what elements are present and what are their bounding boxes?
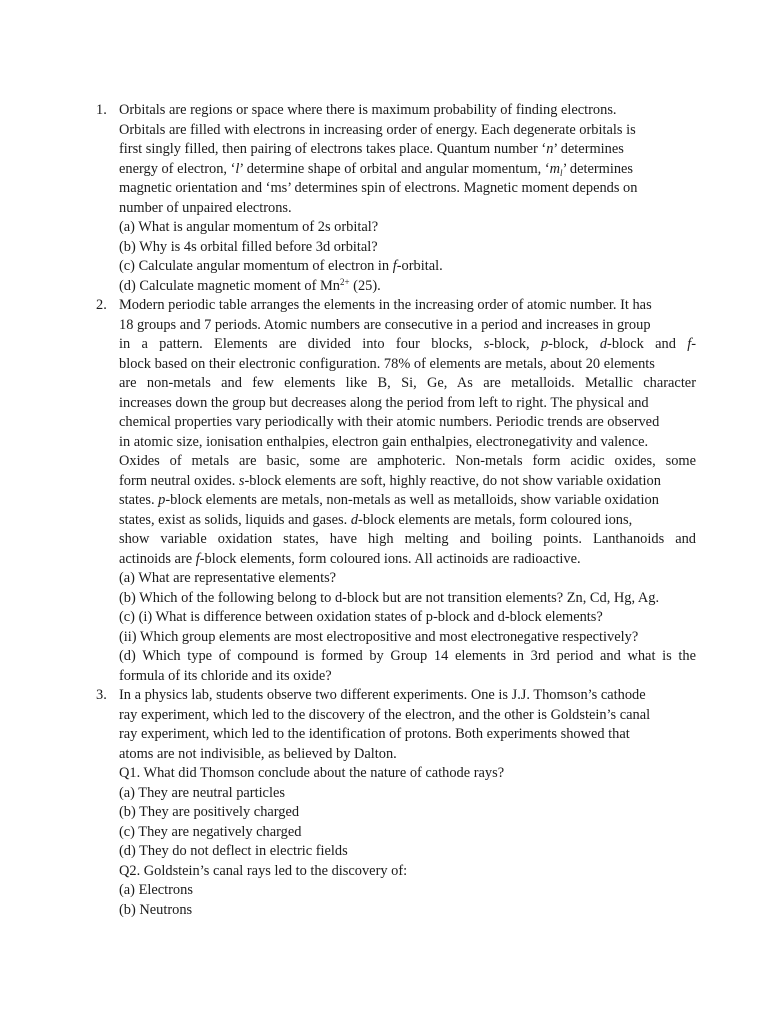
passage-line — [119, 160, 696, 180]
passage-line: are non-metals and few elements like B, Si, Ge, As are metalloids. Metallic character — [119, 375, 696, 391]
passage-line: ray experiment, which led to the identification of protons. Both experiments showed that — [119, 726, 630, 742]
sub-question-text: -orbital. — [396, 258, 443, 274]
orbital-symbol-f: f — [392, 258, 397, 274]
passage-line: increases down the group but decreases along the period from left to right. The physical and — [119, 394, 649, 411]
passage-line: block based on their electronic configuration. 78% of elements are metals, about 20 elements — [119, 355, 655, 372]
passage-text: ’ determine shape of orbital and angular momentum, ‘ — [239, 160, 550, 177]
mcq-2 — [119, 862, 696, 921]
mcq-option-d: (d) They do not deflect in electric fields — [119, 843, 348, 859]
passage-text: -block and — [607, 336, 688, 352]
mcq-prompt: Q2. Goldstein’s canal rays led to the discovery of: — [119, 862, 408, 879]
ion-charge-superscript: 2+ — [340, 276, 350, 287]
passage-line: in atomic size, ionisation enthalpies, electron gain enthalpies, electronegativity and valence. — [119, 433, 649, 450]
passage-text: in a pattern. Elements are divided into four blocks, — [119, 336, 484, 352]
passage-text: -block elements are soft, highly reactive, do not show variable oxidation — [244, 472, 661, 489]
passage-text: ’ determines — [553, 141, 624, 157]
sub-question-b: (b) Which of the following belong to d-block but are not transition elements? Zn, Cd, Hg, Ag. — [119, 589, 660, 606]
block-symbol-p: p — [540, 336, 549, 352]
block-symbol-s: s — [483, 336, 490, 352]
passage-line: ray experiment, which led to the discovery of the electron, and the other is Goldstein’s canal — [119, 706, 651, 723]
mcq-option-a: (a) Electrons — [119, 882, 193, 898]
mcq-option-c: (c) They are negatively charged — [119, 823, 302, 840]
passage-line — [119, 472, 696, 492]
passage-line: Oxides of metals are basic, some are amphoteric. Non-metals form acidic oxides, some — [119, 453, 696, 469]
passage-line: number of unpaired electrons. — [119, 199, 292, 216]
sub-question-c-i: (c) (i) What is difference between oxidation states of p-block and d-block elements? — [119, 609, 603, 625]
passage-text: -block elements, form coloured ions. All actinoids are radioactive. — [199, 550, 581, 567]
passage-text: states. — [119, 492, 159, 508]
sub-question-text: (d) Calculate magnetic moment of Mn — [119, 277, 340, 294]
quantum-subscript-l: l — [560, 167, 563, 178]
passage-line — [119, 140, 696, 160]
mcq-option-b: (b) They are positively charged — [119, 804, 300, 820]
passage-line: In a physics lab, students observe two different experiments. One is J.J. Thomson’s cathode — [119, 687, 646, 703]
passage-line: chemical properties vary periodically with their atomic numbers. Periodic trends are observed — [119, 414, 660, 430]
sub-question-c-ii: (ii) Which group elements are most electropositive and most electronegative respectively? — [119, 628, 639, 645]
sub-question-a: (a) What is angular momentum of 2s orbital? — [119, 219, 379, 235]
mcq-option-a: (a) They are neutral particles — [119, 784, 285, 801]
question-2 — [96, 296, 696, 686]
passage-line — [119, 491, 696, 511]
passage-text: first singly filled, then pairing of electrons takes place. Quantum number ‘ — [119, 141, 547, 157]
question-1 — [96, 101, 696, 296]
quantum-symbol-m: m — [549, 160, 561, 177]
passage-line: Modern periodic table arranges the elements in the increasing order of atomic number. It has — [119, 297, 652, 313]
sub-question-c — [119, 257, 696, 277]
mcq-1 — [119, 764, 696, 862]
passage-text: - — [691, 336, 696, 352]
passage-line: atoms are not indivisible, as believed by Dalton. — [119, 745, 397, 762]
question-3-passage — [119, 686, 696, 764]
passage-line: Orbitals are filled with electrons in increasing order of energy. Each degenerate orbitals is — [119, 121, 636, 138]
passage-line: magnetic orientation and ‘ms’ determines spin of electrons. Magnetic moment depends on — [119, 180, 638, 196]
passage-line — [119, 550, 696, 570]
block-symbol-f: f — [195, 550, 200, 567]
passage-text: -block elements are metals, non-metals as well as metalloids, show variable oxidation — [165, 492, 659, 508]
passage-text: -block, — [548, 336, 600, 352]
passage-line — [119, 335, 696, 355]
question-number: 2. — [96, 297, 107, 313]
block-symbol-d: d — [350, 511, 359, 528]
question-2-passage — [119, 296, 696, 569]
sub-question-d-continued: formula of its chloride and its oxide? — [119, 667, 332, 684]
question-2-subquestions — [119, 569, 696, 686]
question-number: 1. — [96, 102, 107, 118]
question-1-passage — [119, 101, 696, 218]
passage-text: ’ determines — [562, 160, 634, 177]
question-3 — [96, 686, 696, 920]
block-symbol-d: d — [599, 336, 608, 352]
passage-line: show variable oxidation states, have high melting and boiling points. Lanthanoids and — [119, 531, 696, 547]
question-number: 3. — [96, 687, 107, 703]
sub-question-d — [119, 277, 696, 297]
block-symbol-s: s — [238, 472, 245, 489]
passage-line — [119, 511, 696, 531]
mcq-option-b: (b) Neutrons — [119, 901, 193, 918]
passage-text: form neutral oxides. — [119, 472, 239, 489]
passage-line: 18 groups and 7 periods. Atomic numbers are consecutive in a period and increases in group — [119, 316, 651, 333]
sub-question-text: (c) Calculate angular momentum of electron in — [119, 258, 393, 274]
passage-text: energy of electron, ‘ — [119, 160, 236, 177]
passage-text: states, exist as solids, liquids and gases. — [119, 511, 351, 528]
quantum-symbol-n: n — [546, 141, 554, 157]
sub-question-d: (d) Which type of compound is formed by Group 14 elements in 3rd period and what is the — [119, 648, 696, 664]
sub-question-text: (25). — [349, 277, 381, 294]
passage-text: -block, — [489, 336, 541, 352]
block-symbol-f: f — [687, 336, 692, 352]
sub-question-b: (b) Why is 4s orbital filled before 3d orbital? — [119, 238, 378, 255]
block-symbol-p: p — [158, 492, 166, 508]
sub-question-a: (a) What are representative elements? — [119, 570, 337, 586]
question-list — [96, 101, 696, 920]
passage-line: Orbitals are regions or space where there is maximum probability of finding electrons. — [119, 102, 617, 118]
passage-text: -block elements are metals, form coloured ions, — [358, 511, 633, 528]
mcq-prompt: Q1. What did Thomson conclude about the nature of cathode rays? — [119, 765, 505, 781]
passage-text: actinoids are — [119, 550, 196, 567]
question-1-subquestions — [119, 218, 696, 296]
quantum-symbol-l: l — [235, 160, 240, 177]
